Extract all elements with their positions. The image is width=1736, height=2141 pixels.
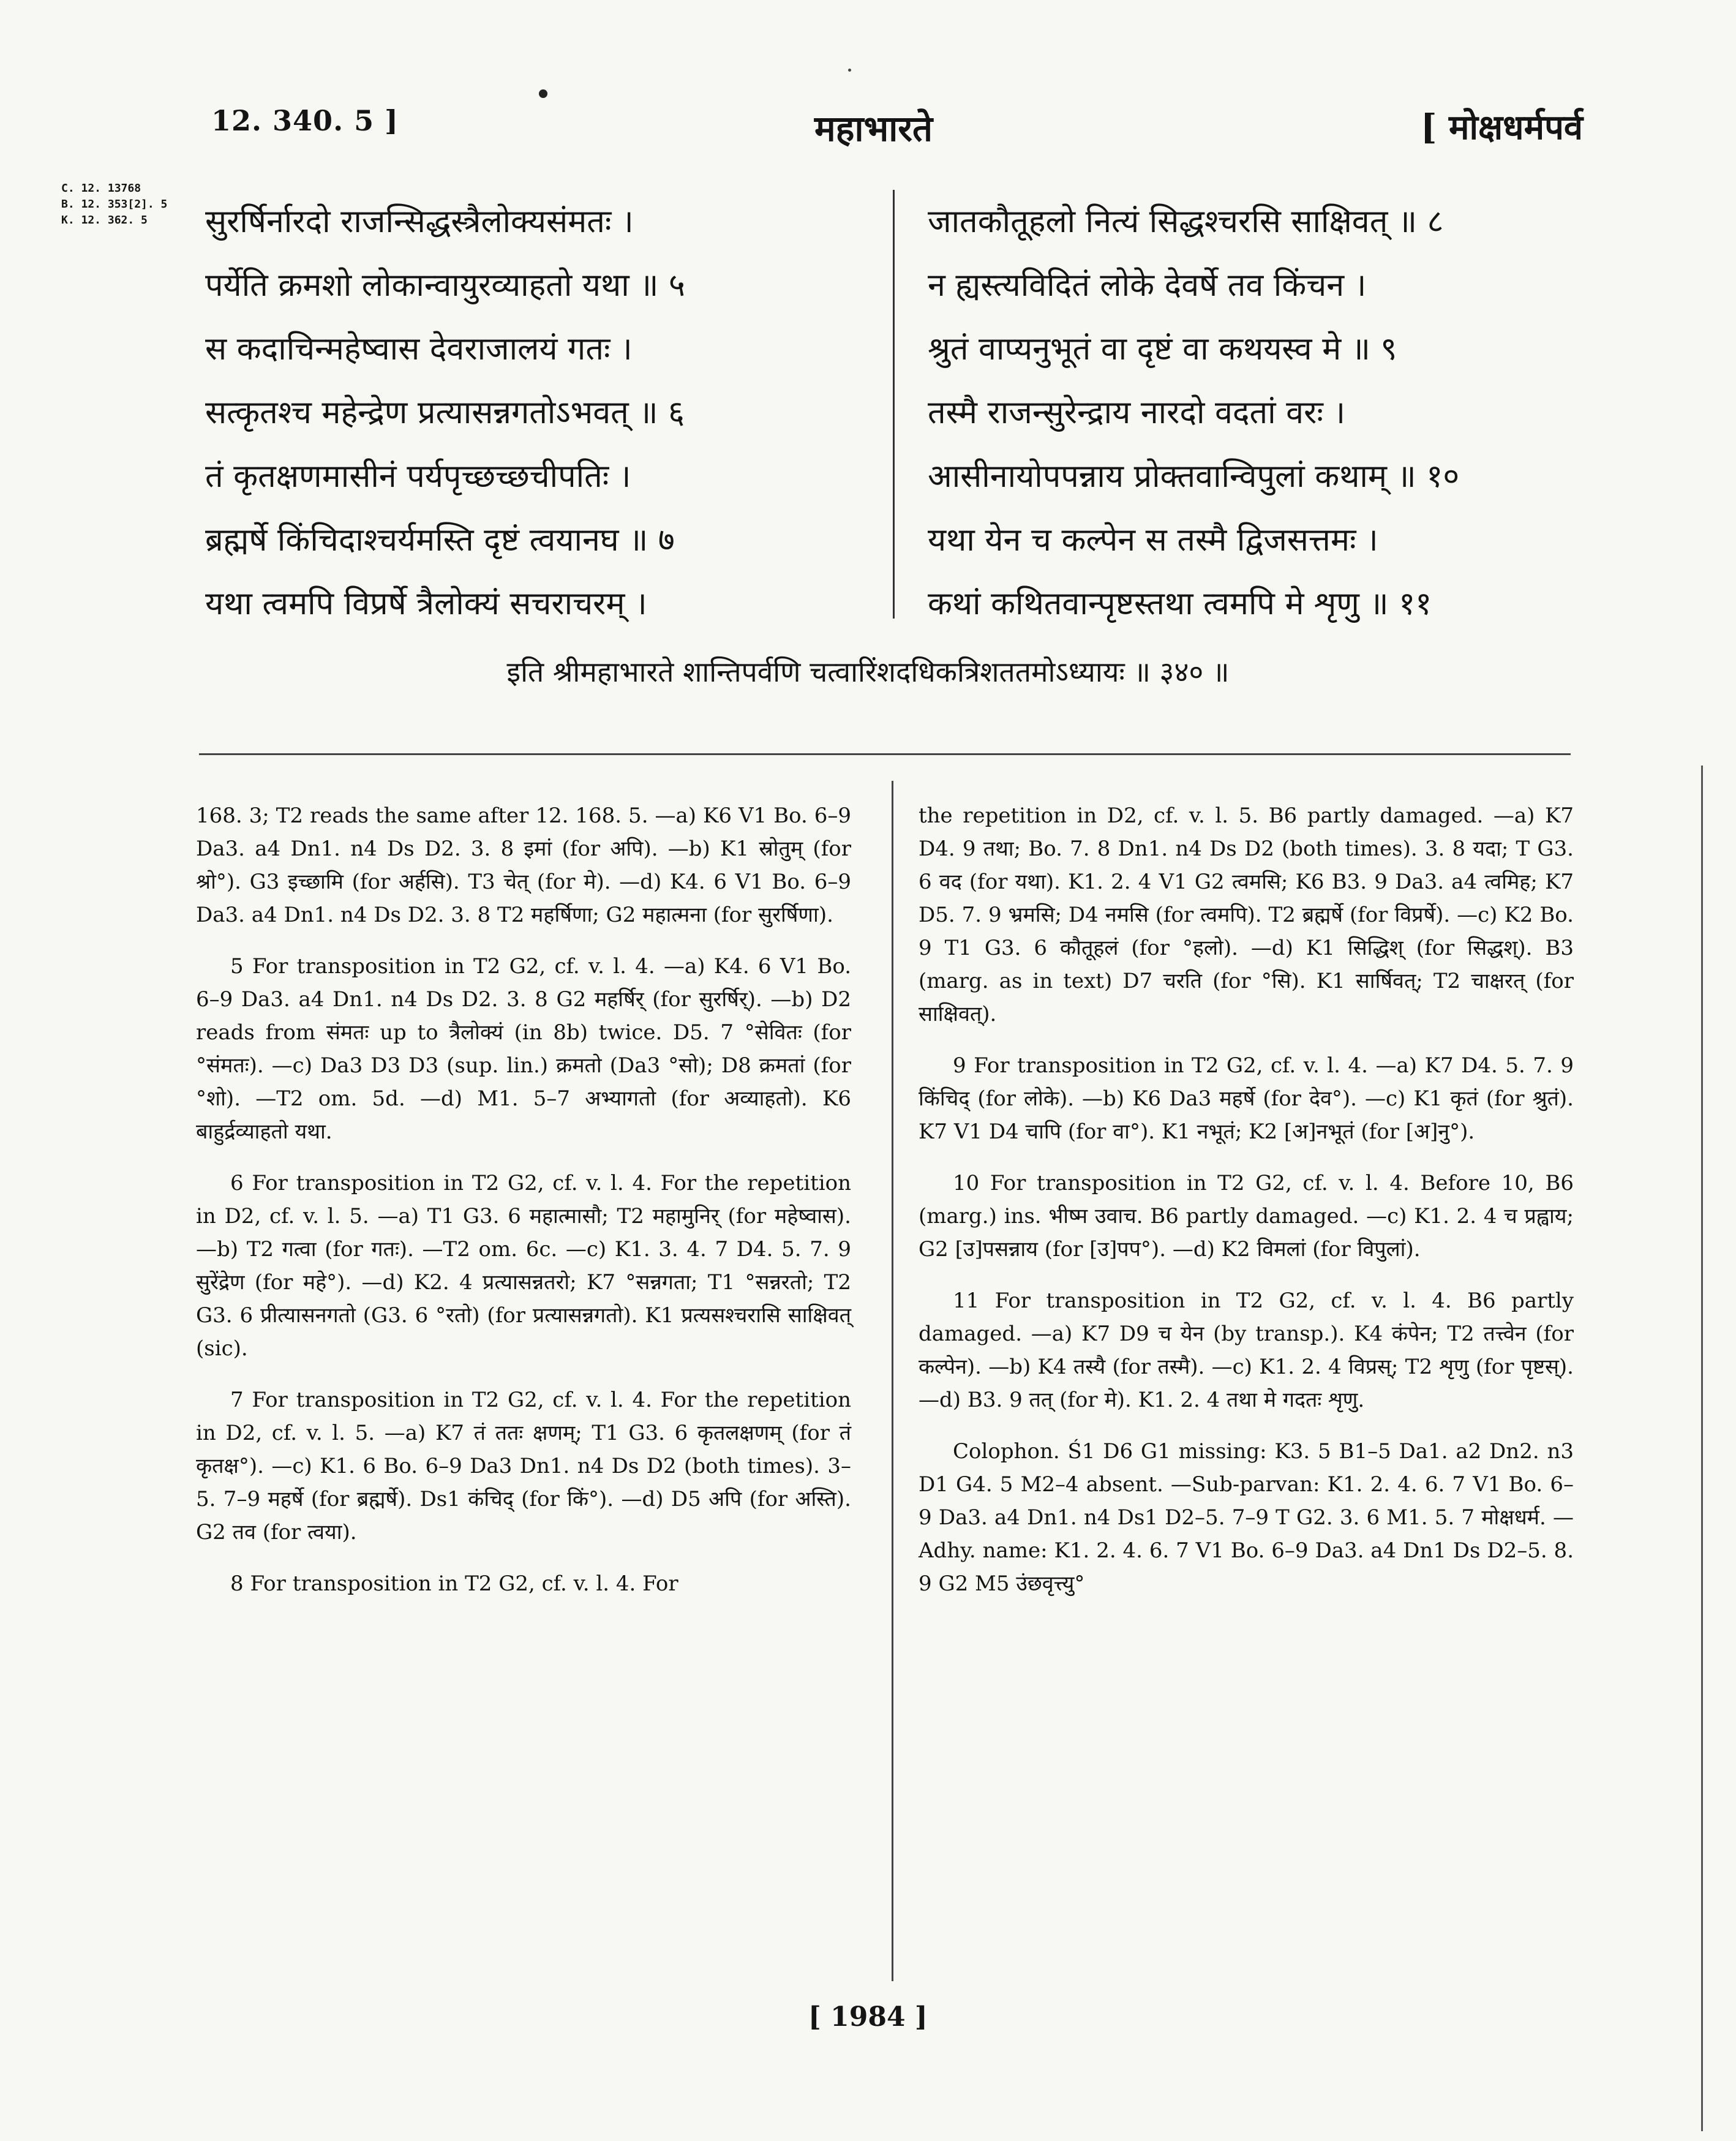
verse-line: सत्कृतश्च महेन्द्रेण प्रत्यासन्नगतोऽभवत् ॥ ६ — [205, 394, 685, 431]
note-paragraph: the repetition in D2, cf. v. l. 5. B6 partly damaged. —a) K7 D4. 9 तथा; Bo. 7. 8 Dn1. n4 Ds D2 (both times). 3. 8 यदा; T G3. 6 वद (for यथा). K1. 2. 4 V1 G2 त्वमसि; K6 B3. 9 Da3. a4 त्वमिह; K7 D5. 7. 9 भ्रमसि; D4 नमसि (for त्वमपि). T2 ब्रह्मर्षे (for विप्रर्षे). —c) K2 Bo. 9 T1 G3. 6 कौतूहलं (for °हलो). —d) K1 सिद्धिश् (for सिद्धश्). B3 (marg. as in text) D7 चरति (for °सि). K1 सार्षिवत्; T2 चाक्षरत् (for साक्षिवत्). — [919, 803, 1574, 1026]
note-paragraph: 6 For transposition in T2 G2, cf. v. l. 4. For the repetition in D2, cf. v. l. 5. —a) T1 G3. 6 महात्मासौ; T2 महामुनिर् (for महेष्वास). —b) T2 गत्वा (for गतः). —T2 om. 6c. —c) K1. 3. 4. 7 D4. 5. 7. 9 सुरेंद्रेण (for महे°). —d) K2. 4 प्रत्यासन्नतरो; K7 °सन्नगता; T1 °सन्नरतो; T2 G3. 6 प्रीत्यासनगतो (G3. 6 °रतो) (for प्रत्यासन्नगतो). K1 प्रत्यसश्चरासि साक्षिवत् (sic). — [196, 1171, 851, 1361]
verse-line: स कदाचिन्महेष्वास देवराजालयं गतः । — [205, 331, 633, 367]
ink-speck — [539, 89, 547, 98]
verse-line: यथा त्वमपि विप्रर्षे त्रैलोक्यं सचराचरम् । — [205, 585, 647, 622]
verse-line: यथा येन च कल्पेन स तस्मै द्विजसत्तमः । — [928, 522, 1378, 559]
verse-line: ब्रह्मर्षे किंचिदाश्चर्यमस्ति दृष्टं त्वयानघ ॥ ७ — [205, 522, 675, 559]
section-rule — [199, 753, 1571, 755]
notes-column-divider — [892, 781, 893, 1981]
cross-ref-b: B. 12. 353[2]. 5 — [61, 198, 168, 211]
verse-line: श्रुतं वाप्यनुभूतं वा दृष्टं वा कथयस्व मे ॥ ९ — [928, 331, 1397, 367]
verse-line: तं कृतक्षणमासीनं पर्यपृच्छच्छचीपतिः । — [205, 458, 631, 495]
verse-reference: 12. 340. 5 ] — [211, 104, 399, 137]
chapter-colophon: इति श्रीमहाभारते शान्तिपर्वणि चत्वारिंशदधिकत्रिशततमोऽध्यायः ॥ ३४० ॥ — [506, 655, 1230, 688]
notes-column-left — [196, 799, 851, 1619]
note-paragraph: 7 For transposition in T2 G2, cf. v. l. 4. For the repetition in D2, cf. v. l. 5. —a) K7 तं ततः क्षणम्; T1 G3. 6 कृतलक्षणम् (for तं कृतक्ष°). —c) K1. 6 Bo. 6–9 Da3 Dn1. n4 Ds D2 (both times). 3–5. 7–9 महर्षे (for ब्रह्मर्षे). Ds1 कंचिद् (for किं°). —d) D5 अपि (for अस्ति). G2 तव (for त्वया). — [196, 1388, 851, 1545]
verse-line: न ह्यस्त्यविदितं लोके देवर्षे तव किंचन । — [928, 267, 1367, 304]
verse-column-right — [928, 190, 1589, 636]
cross-ref-k: K. 12. 362. 5 — [61, 214, 148, 227]
note-paragraph: 168. 3; T2 reads the same after 12. 168. 5. —a) K6 V1 Bo. 6–9 Da3. a4 Dn1. n4 Ds D2. 3. 8 इमां (for अपि). —b) K1 स्रोतुम् (for श्रो°). G3 इच्छामि (for अर्हसि). T3 चेत् (for मे). —d) K4. 6 V1 Bo. 6–9 Da3. a4 Dn1. n4 Ds D2. 3. 8 T2 महर्षिणा; G2 महात्मना (for सुरर्षिणा). — [196, 803, 851, 927]
notes-column-right — [919, 799, 1574, 1619]
note-paragraph: 11 For transposition in T2 G2, cf. v. l. 4. B6 partly damaged. —a) K7 D9 च येन (by transp.). K4 कंपेन; T2 तत्त्वेन (for कल्पेन). —b) K4 तस्यै (for तस्मै). —c) K1. 2. 4 विप्रस्; T2 शृणु (for पृष्टस्). —d) B3. 9 तत् (for मे). K1. 2. 4 तथा मे गदतः शृणु. — [919, 1289, 1574, 1412]
note-paragraph: 8 For transposition in T2 G2, cf. v. l. 4. For — [230, 1571, 678, 1596]
verse-column-left — [205, 190, 866, 636]
section-title: [ मोक्षधर्मपर्व — [1421, 107, 1584, 148]
cross-references — [61, 181, 167, 228]
verse-line: कथां कथितवान्पृष्टस्तथा त्वमपि मे शृणु ॥ ११ — [928, 585, 1432, 622]
ink-speck — [848, 69, 851, 72]
page-edge-line — [1701, 766, 1703, 2131]
note-paragraph: 5 For transposition in T2 G2, cf. v. l. 4. —a) K4. 6 V1 Bo. 6–9 Da3. a4 Dn1. n4 Ds D2. 3. 8 G2 महर्षिर् (for सुरर्षिर्). —b) D2 reads from संमतः up to त्रैलोक्यं (in 8b) twice. D5. 7 °सेवितः (for °संमतः). —c) Da3 D3 D3 (sup. lin.) क्रमतो (Da3 °सो); D8 क्रमतां (for °शो). —T2 om. 5d. —d) M1. 5–7 अभ्यागतो (for अव्याहतो). K6 बाहुर्द्रव्याहतो यथा. — [196, 954, 851, 1144]
verse-line: तस्मै राजन्सुरेन्द्राय नारदो वदतां वरः । — [928, 394, 1346, 431]
verse-line: सुरर्षिर्नारदो राजन्सिद्धस्त्रैलोक्यसंमतः । — [205, 203, 634, 240]
page-number: [ 1984 ] — [808, 2001, 928, 2033]
verse-line: पर्येति क्रमशो लोकान्वायुरव्याहतो यथा ॥ ५ — [205, 267, 685, 304]
verse-line: आसीनायोपपन्नाय प्रोक्तवान्विपुलां कथाम् ॥ १० — [928, 458, 1460, 495]
note-paragraph: Colophon. Ś1 D6 G1 missing: K3. 5 B1–5 Da1. a2 Dn2. n3 D1 G4. 5 M2–4 absent. —Sub-parvan: K1. 2. 4. 6. 7 V1 Bo. 6–9 Da3. a4 Dn1. n4 Ds1 D2–5. 7–9 T G2. 3. 6 M1. 5. 7 मोक्षधर्म. —Adhy. name: K1. 2. 4. 6. 7 V1 Bo. 6–9 Da3. a4 Dn1 Ds D2–5. 8. 9 G2 M5 उंछवृत्त्यु° — [919, 1439, 1574, 1596]
note-paragraph: 9 For transposition in T2 G2, cf. v. l. 4. —a) K7 D4. 5. 7. 9 किंचिद् (for लोके). —b) K6 Da3 महर्षे (for देव°). —c) K1 कृतं (for श्रुतं). K7 V1 D4 चापि (for वा°). K1 नभूतं; K2 [अ]नभूतं (for [अ]नु°). — [919, 1053, 1574, 1144]
note-paragraph: 10 For transposition in T2 G2, cf. v. l. 4. Before 10, B6 (marg.) ins. भीष्म उवाच. B6 partly damaged. —c) K1. 2. 4 च प्रह्वाय; G2 [उ]पसन्नाय (for [उ]पप°). —d) K2 विमलां (for विपुलां). — [919, 1171, 1574, 1262]
cross-ref-c: C. 12. 13768 — [61, 182, 141, 195]
verse-column-divider — [893, 190, 895, 619]
page-title: महाभारते — [814, 108, 933, 149]
verse-line: जातकौतूहलो नित्यं सिद्धश्चरसि साक्षिवत् ॥ ८ — [928, 203, 1444, 240]
